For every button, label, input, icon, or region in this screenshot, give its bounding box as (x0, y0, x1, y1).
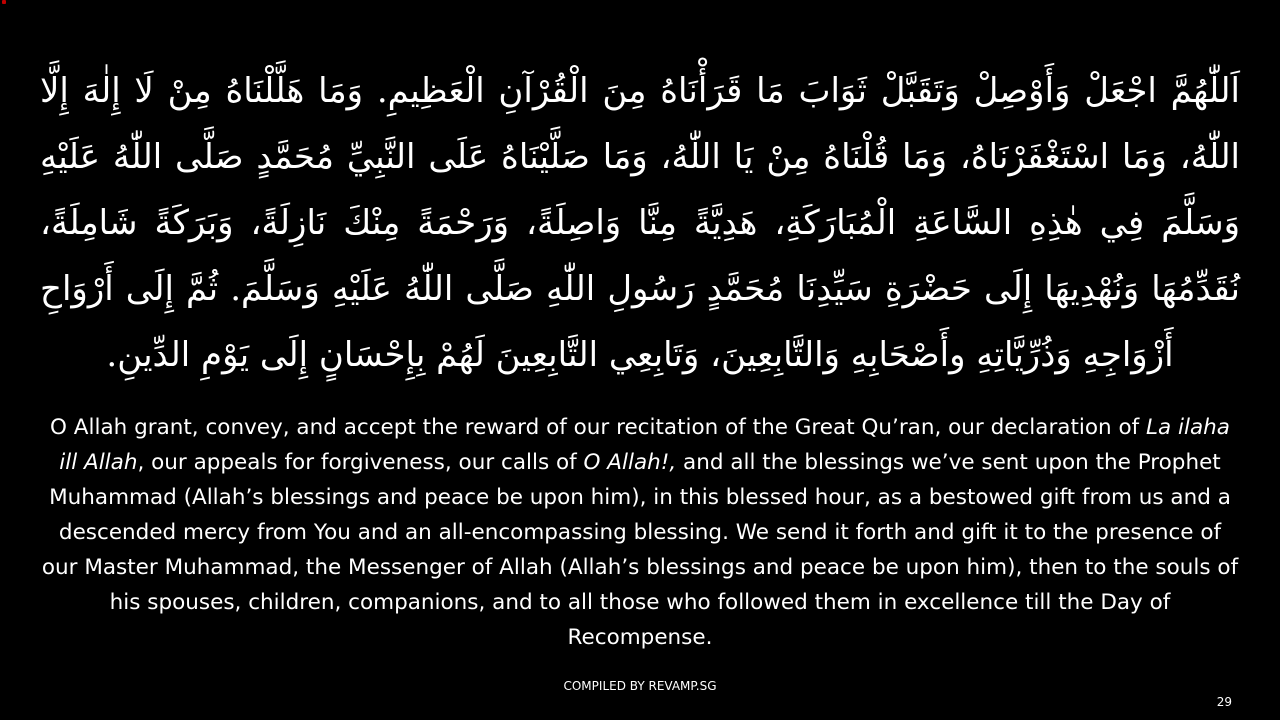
english-translation-text (40, 410, 1240, 655)
translation-italic-phrase-1: La ilaha ill Allah (59, 415, 1230, 475)
arabic-supplication-text: اَللّٰهُمَّ اجْعَلْ وَأَوْصِلْ وَتَقَبَّلْ ثَوَابَ مَا قَرَأْنَاهُ مِنَ الْقُرْآنِ الْعَظِيمِ. وَمَا هَلَّلْنَاهُ مِنْ لَا إِلٰهَ إِلَّا اللّٰهُ، وَمَا اسْتَغْفَرْنَاهُ، وَمَا قُلْنَاهُ مِنْ يَا اللّٰهُ، وَمَا صَلَّيْنَاهُ عَلَى النَّبِيِّ مُحَمَّدٍ صَلَّى اللّٰهُ عَلَيْهِ وَسَلَّمَ فِي هٰذِهِ السَّاعَةِ الْمُبَارَكَةِ، هَدِيَّةً مِنَّا وَاصِلَةً، وَرَحْمَةً مِنْكَ نَازِلَةً، وَبَرَكَةً شَامِلَةً، نُقَدِّمُهَا وَنُهْدِيهَا إِلَى حَضْرَةِ سَيِّدِنَا مُحَمَّدٍ رَسُولِ اللّٰهِ صَلَّى اللّٰهُ عَلَيْهِ وَسَلَّمَ. ثُمَّ إِلَى أَرْوَاحِ أَزْوَاجِهِ وَذُرِّيَّاتِهِ وأَصْحَابِهِ وَالتَّابِعِينَ، وَتَابِعِي التَّابِعِينَ لَهُمْ بِإِحْسَانٍ إِلَى يَوْمِ الدِّينِ. (40, 71, 1240, 375)
footer-credit: COMPILED BY REVAMP.SG (563, 679, 717, 693)
slide-page-number: 29 (1216, 695, 1232, 709)
translation-part-3: and all the blessings we’ve sent upon the Prophet Muhammad (Allah’s blessings and peace be upon him), in this blessed hour, as a bestowed gift from us and a descended mercy from You and an all-encompassing blessing. We send it forth and gift it to the presence of our Master Muhammad, the Messenger of Allah (Allah’s blessings and peace be upon him), then to the souls of his spouses, children, companions, and to all those who followed them in excellence till the Day of Recompense. (41, 450, 1239, 650)
translation-part-2: , our appeals for forgiveness, our calls of (137, 450, 584, 475)
translation-italic-phrase-2: O Allah!, (583, 450, 677, 475)
translation-part-1: O Allah grant, convey, and accept the reward of our recitation of the Great Qu’ran, our declaration of (50, 415, 1147, 440)
corner-marker (2, 0, 6, 4)
